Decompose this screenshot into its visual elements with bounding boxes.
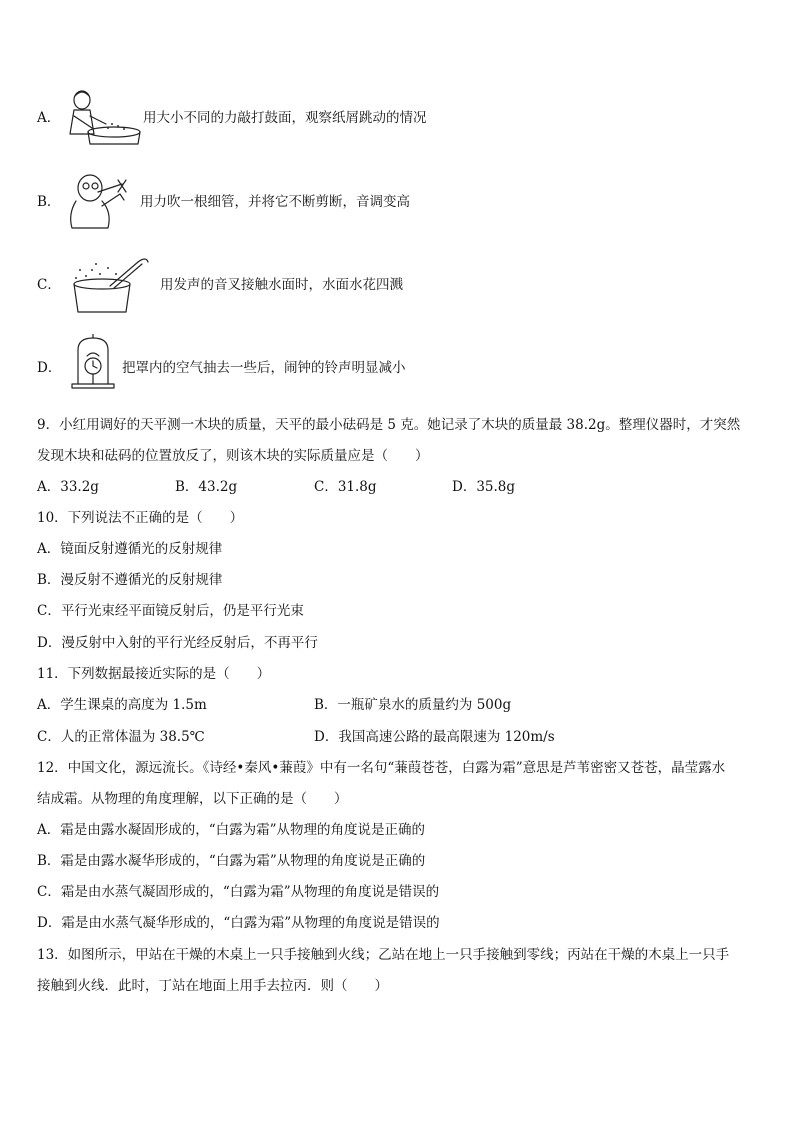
q12-stem-line2: 结成霜。从物理的角度理解，以下正确的是（ ） bbox=[37, 791, 348, 807]
q11-option-b: B．一瓶矿泉水的质量约为 500g bbox=[314, 697, 512, 713]
option-d-text: 把罩内的空气抽去一些后，闹钟的铃声明显减小 bbox=[122, 360, 406, 376]
drumming-figure bbox=[62, 88, 142, 148]
q11-option-a: A．学生课桌的高度为 1.5m bbox=[37, 697, 207, 713]
q9-option-d: D．35.8g bbox=[452, 479, 516, 495]
q12-option-c: C．霜是由水蒸气凝固形成的，“白露为霜”从物理的角度说是错误的 bbox=[37, 884, 440, 900]
q11-option-c: C．人的正常体温为 38.5℃ bbox=[37, 729, 205, 745]
q10-option-d: D．漫反射中入射的平行光经反射后，不再平行 bbox=[37, 635, 318, 651]
option-c-letter: C． bbox=[37, 277, 61, 293]
q11-stem: 11．下列数据最接近实际的是（ ） bbox=[37, 666, 271, 682]
q9-stem-line2: 发现木块和砝码的位置放反了，则该木块的实际质量应是（ ） bbox=[37, 448, 429, 464]
q9-option-c: C．31.8g bbox=[314, 479, 377, 495]
q11-option-d: D．我国高速公路的最高限速为 120m/s bbox=[314, 729, 555, 745]
q13-stem-line2: 接触到火线．此时，丁站在地面上用手去拉丙．则（ ） bbox=[37, 978, 388, 994]
q9-option-b: B．43.2g bbox=[175, 479, 238, 495]
q12-option-b: B．霜是由露水凝华形成的，“白露为霜”从物理的角度说是正确的 bbox=[37, 853, 426, 869]
q10-stem: 10．下列说法不正确的是（ ） bbox=[37, 510, 244, 526]
option-b-letter: B． bbox=[37, 194, 61, 210]
option-d-letter: D． bbox=[37, 360, 62, 376]
option-a-letter: A． bbox=[37, 110, 61, 126]
bell-jar-clock-figure bbox=[70, 334, 116, 392]
q13-stem-line1: 13．如图所示，甲站在干燥的木桌上一只手接触到火线；乙站在地上一只手接触到零线；丙站在干燥的木桌上一只手 bbox=[37, 947, 730, 963]
q10-option-b: B．漫反射不遵循光的反射规律 bbox=[37, 572, 223, 588]
q10-option-a: A．镜面反射遵循光的反射规律 bbox=[37, 541, 223, 557]
q10-option-c: C．平行光束经平面镜反射后，仍是平行光束 bbox=[37, 603, 304, 619]
tuning-fork-water-figure bbox=[66, 256, 156, 316]
option-b-text: 用力吹一根细管，并将它不断剪断，音调变高 bbox=[140, 194, 410, 210]
q9-option-a: A．33.2g bbox=[37, 479, 99, 495]
q12-option-a: A．霜是由露水凝固形成的，“白露为霜”从物理的角度说是正确的 bbox=[37, 822, 426, 838]
q12-stem-line1: 12．中国文化，源远流长。《诗经•秦风•蒹葭》中有一名句“蒹葭苍苍，白露为霜”意思是芦苇密密又苍苍，晶莹露水 bbox=[37, 760, 726, 776]
q9-stem-line1: 9．小红用调好的天平测一木块的质量，天平的最小砝码是 5 克。她记录了木块的质量最 38.2g。整理仪器时，才突然 bbox=[37, 417, 741, 433]
option-a-text: 用大小不同的力敲打鼓面，观察纸屑跳动的情况 bbox=[143, 110, 427, 126]
blowing-tube-figure bbox=[62, 170, 142, 232]
option-c-text: 用发声的音叉接触水面时，水面水花四溅 bbox=[160, 277, 403, 293]
q12-option-d: D．霜是由水蒸气凝华形成的，“白露为霜”从物理的角度说是错误的 bbox=[37, 915, 440, 931]
